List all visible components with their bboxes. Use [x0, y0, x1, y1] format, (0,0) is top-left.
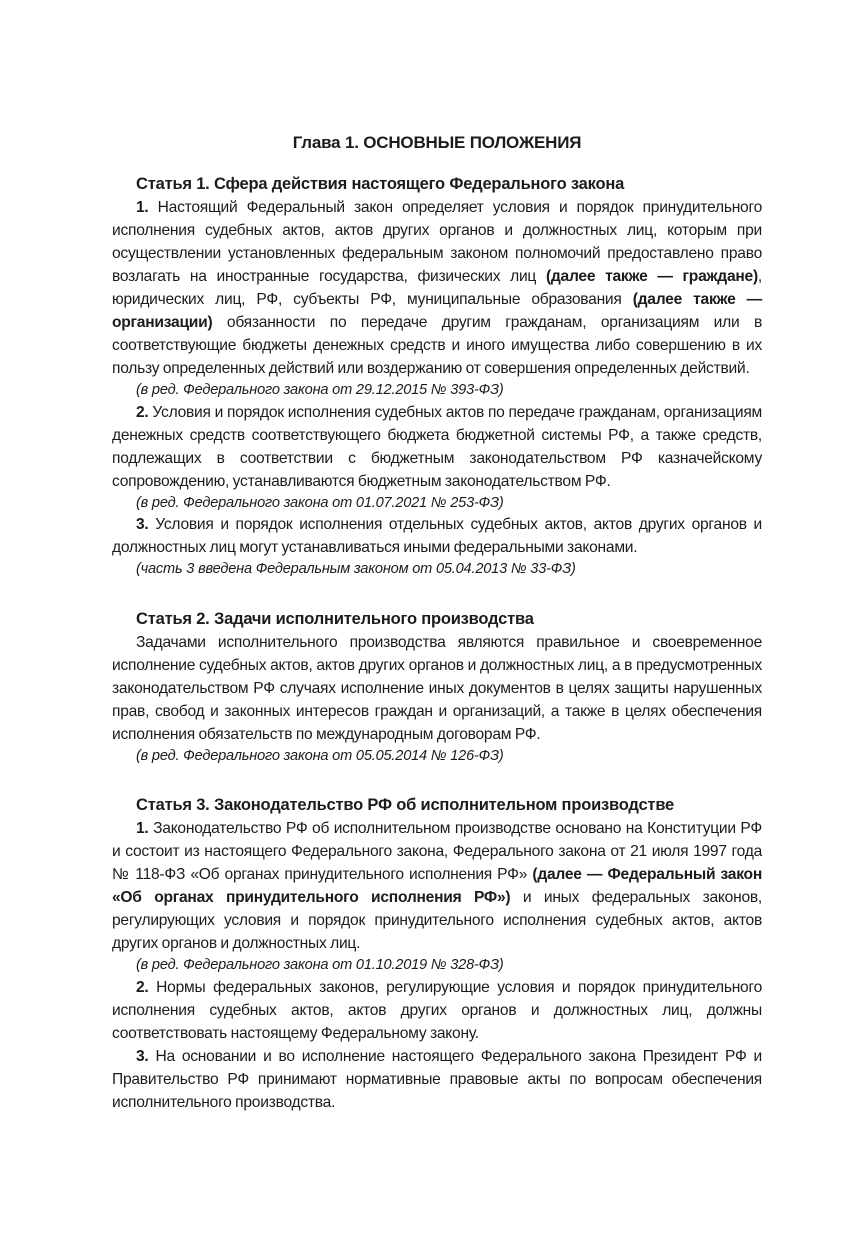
part-number: 2. — [136, 403, 149, 421]
article-3-title: Статья 3. Законодательство РФ об исполнительном производстве — [136, 796, 675, 814]
article-3-part-3: 3. На основании и во исполнение настоящего Федерального закона Президент РФ и Правительство РФ принимают нормативные правовые акты по вопросам обеспечения исполнительного производства. — [112, 1047, 762, 1111]
article-3-part-1: 1. Законодательство РФ об исполнительном производстве основано на Конституции РФ и состоит из настоящего Федерального закона, Федерального закона от 21 июля 1997 года № 118-ФЗ «Об органах принудительного исполнения РФ» (далее — Федеральный закон «Об органах принудительного исполнения РФ») и иных федеральных законов, регулирующих условия и порядок принудительного исполнения судебных актов, актов других органов и должностных лиц. — [112, 820, 762, 952]
amendment-note: (в ред. Федерального закона от 05.05.2014 № 126-ФЗ) — [136, 747, 504, 764]
part-number: 1. — [136, 820, 149, 837]
article-1-part-2: 2. Условия и порядок исполнения судебных актов по передаче гражданам, организациям денежных средств соответствующего бюджета бюджетной системы РФ, а также средств, подлежащих в соответствии с бюджетным законодательством РФ казначейскому сопровождению, устанавливаются бюджетным законодательством РФ. — [112, 403, 762, 490]
article-1-title: Статья 1. Сфера действия настоящего Федерального закона — [136, 175, 625, 193]
part-number: 3. — [136, 1047, 149, 1065]
amendment-note: (в ред. Федерального закона от 01.10.2019 № 328-ФЗ) — [136, 957, 504, 973]
part-number: 2. — [136, 978, 149, 996]
article-2-text: Задачами исполнительного производства являются правильное и своевременное исполнение судебных актов, актов других органов и должностных лиц, а в предусмотренных законодательством РФ случаях исполнение иных документов в целях защиты нарушенных прав, свобод и законных интересов граждан и организаций, а также в целях обеспечения исполнения обязательств по международным договорам РФ. — [112, 633, 762, 743]
chapter-title: Глава 1. ОСНОВНЫЕ ПОЛОЖЕНИЯ — [292, 133, 582, 152]
amendment-note: (в ред. Федерального закона от 01.07.2021 № 253-ФЗ) — [136, 494, 504, 511]
article-1-part-1: 1. Настоящий Федеральный закон определяет условия и порядок принудительного исполнения судебных актов, актов других органов и должностных лиц, которым при осуществлении установленных федеральным законом полномочий предоставлено право возлагать на иностранные государства, физических лиц (далее также — граждане), юридических лиц, РФ, субъекты РФ, муниципальные образования (далее также — организации) обязанности по передаче другим гражданам, организациям или в соответствующие бюджеты денежных средств и иного имущества либо совершению в их пользу определенных действий или воздержанию от совершения определенных действий. — [112, 199, 763, 377]
article-1-part-3: 3. Условия и порядок исполнения отдельных судебных актов, актов других органов и должностных лиц могут устанавливаться иными федеральными законами. — [112, 516, 762, 556]
amendment-note: (часть 3 введена Федеральным законом от 05.04.2013 № 33-ФЗ) — [136, 561, 576, 577]
article-1 — [112, 173, 762, 580]
amendment-note: (в ред. Федерального закона от 29.12.2015 № 393-ФЗ) — [136, 382, 504, 398]
article-2-title: Статья 2. Задачи исполнительного производства — [136, 609, 534, 628]
document-page — [112, 130, 762, 1114]
part-number: 1. — [136, 199, 149, 216]
article-3 — [112, 794, 762, 1114]
article-3-part-2: 2. Нормы федеральных законов, регулирующие условия и порядок принудительного исполнения судебных актов, актов других органов и должностных лиц, должны соответствовать настоящему Федеральному закону. — [112, 978, 762, 1042]
article-2 — [112, 608, 762, 767]
part-number: 3. — [136, 516, 149, 533]
